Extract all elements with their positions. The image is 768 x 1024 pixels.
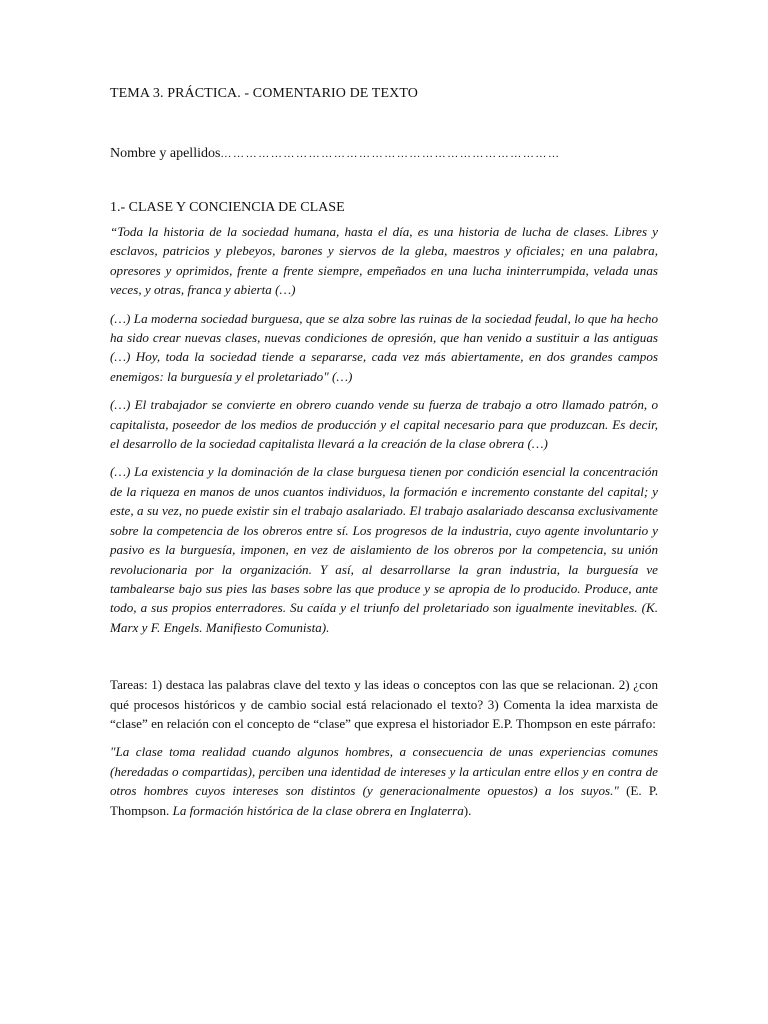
- thompson-author: (E. P. Thompson.: [110, 783, 658, 818]
- document-page: [110, 84, 658, 829]
- document-title: TEMA 3. PRÁCTICA. - COMENTARIO DE TEXTO: [110, 86, 418, 101]
- name-label: Nombre y apellidos: [110, 146, 221, 161]
- thompson-end: ).: [463, 802, 472, 818]
- quote-paragraph-3: (…) El trabajador se convierte en obrero cuando vende su fuerza de trabajo a otro llamado patrón, o capitalista, poseedor de los medios de producción y el capital necesario para que produzcan. Es decir, el desarrollo de la sociedad capitalista llevará a la creación de la clase obrera (…): [110, 397, 658, 452]
- quote-paragraph-2: (…) La moderna sociedad burguesa, que se alza sobre las ruinas de la sociedad feudal, lo que ha hecho ha sido crear nuevas clases, nuevas condiciones de opresión, que han venido a sustituir a las antiguas (…) Hoy, toda la sociedad tiende a separarse, cada vez más abiertamente, en dos grandes campos enemigos: la burguesía y el proletariado" (…): [110, 310, 658, 384]
- marx-quote-block: [110, 222, 658, 637]
- name-field-line: [110, 144, 658, 164]
- thompson-quote: [110, 742, 658, 820]
- quote-paragraph-4: (…) La existencia y la dominación de la clase burguesa tienen por condición esencial la concentración de la riqueza en manos de unos cuantos individuos, la formación e incremento constante del capital; y este, a su vez, no puede existir sin el trabajo asalariado. El trabajo asalariado descansa exclusivamente sobre la competencia de los obreros entre sí. Los progresos de la industria, cuyo agente involuntario y pasivo es la burguesía, imponen, en vez de aislamiento de los obreros por la competencia, su unión revolucionaria por la organización. Y así, al desarrollarse la gran industria, la burguesía ve tambalearse bajo sus pies las bases sobre las que produce y se apropia de lo producido. Produce, ante todo, a sus propios enterradores. Su caída y el triunfo del proletariado son igualmente inevitables. (K. Marx y F. Engels. Manifiesto Comunista).: [110, 464, 658, 635]
- section-heading: 1.- CLASE Y CONCIENCIA DE CLASE: [110, 200, 345, 215]
- thompson-quote-text: "La clase toma realidad cuando algunos hombres, a consecuencia de unas experiencias comunes (heredadas o compartidas), perciben una identidad de intereses y la articulan entre ellos y en contra de otros hombres cuyos intereses son distintos (y generacionalmente opuestos) a los suyos.": [110, 744, 658, 799]
- name-dots: ………………………………………………………………………: [220, 148, 561, 160]
- tasks-text: Tareas: 1) destaca las palabras clave del texto y las ideas o conceptos con las que se relacionan. 2) ¿con qué procesos históricos y de cambio social está relacionado el texto? 3) Comenta la idea marxista de “clase” en relación con el concepto de “clase” que expresa el historiador E.P. Thompson en este párrafo:: [110, 677, 658, 731]
- thompson-book-title: La formación histórica de la clase obrera en Inglaterra: [172, 802, 464, 818]
- quote-paragraph-1: “Toda la historia de la sociedad humana, hasta el día, es una historia de lucha de clases. Libres y esclavos, patricios y plebeyos, barones y siervos de la gleba, maestros y oficiales; en una palabra, opresores y oprimidos, frente a frente siempre, empeñados en una lucha ininterrumpida, velada unas veces, y otras, franca y abierta (…): [110, 224, 658, 298]
- tasks-section: [110, 675, 658, 820]
